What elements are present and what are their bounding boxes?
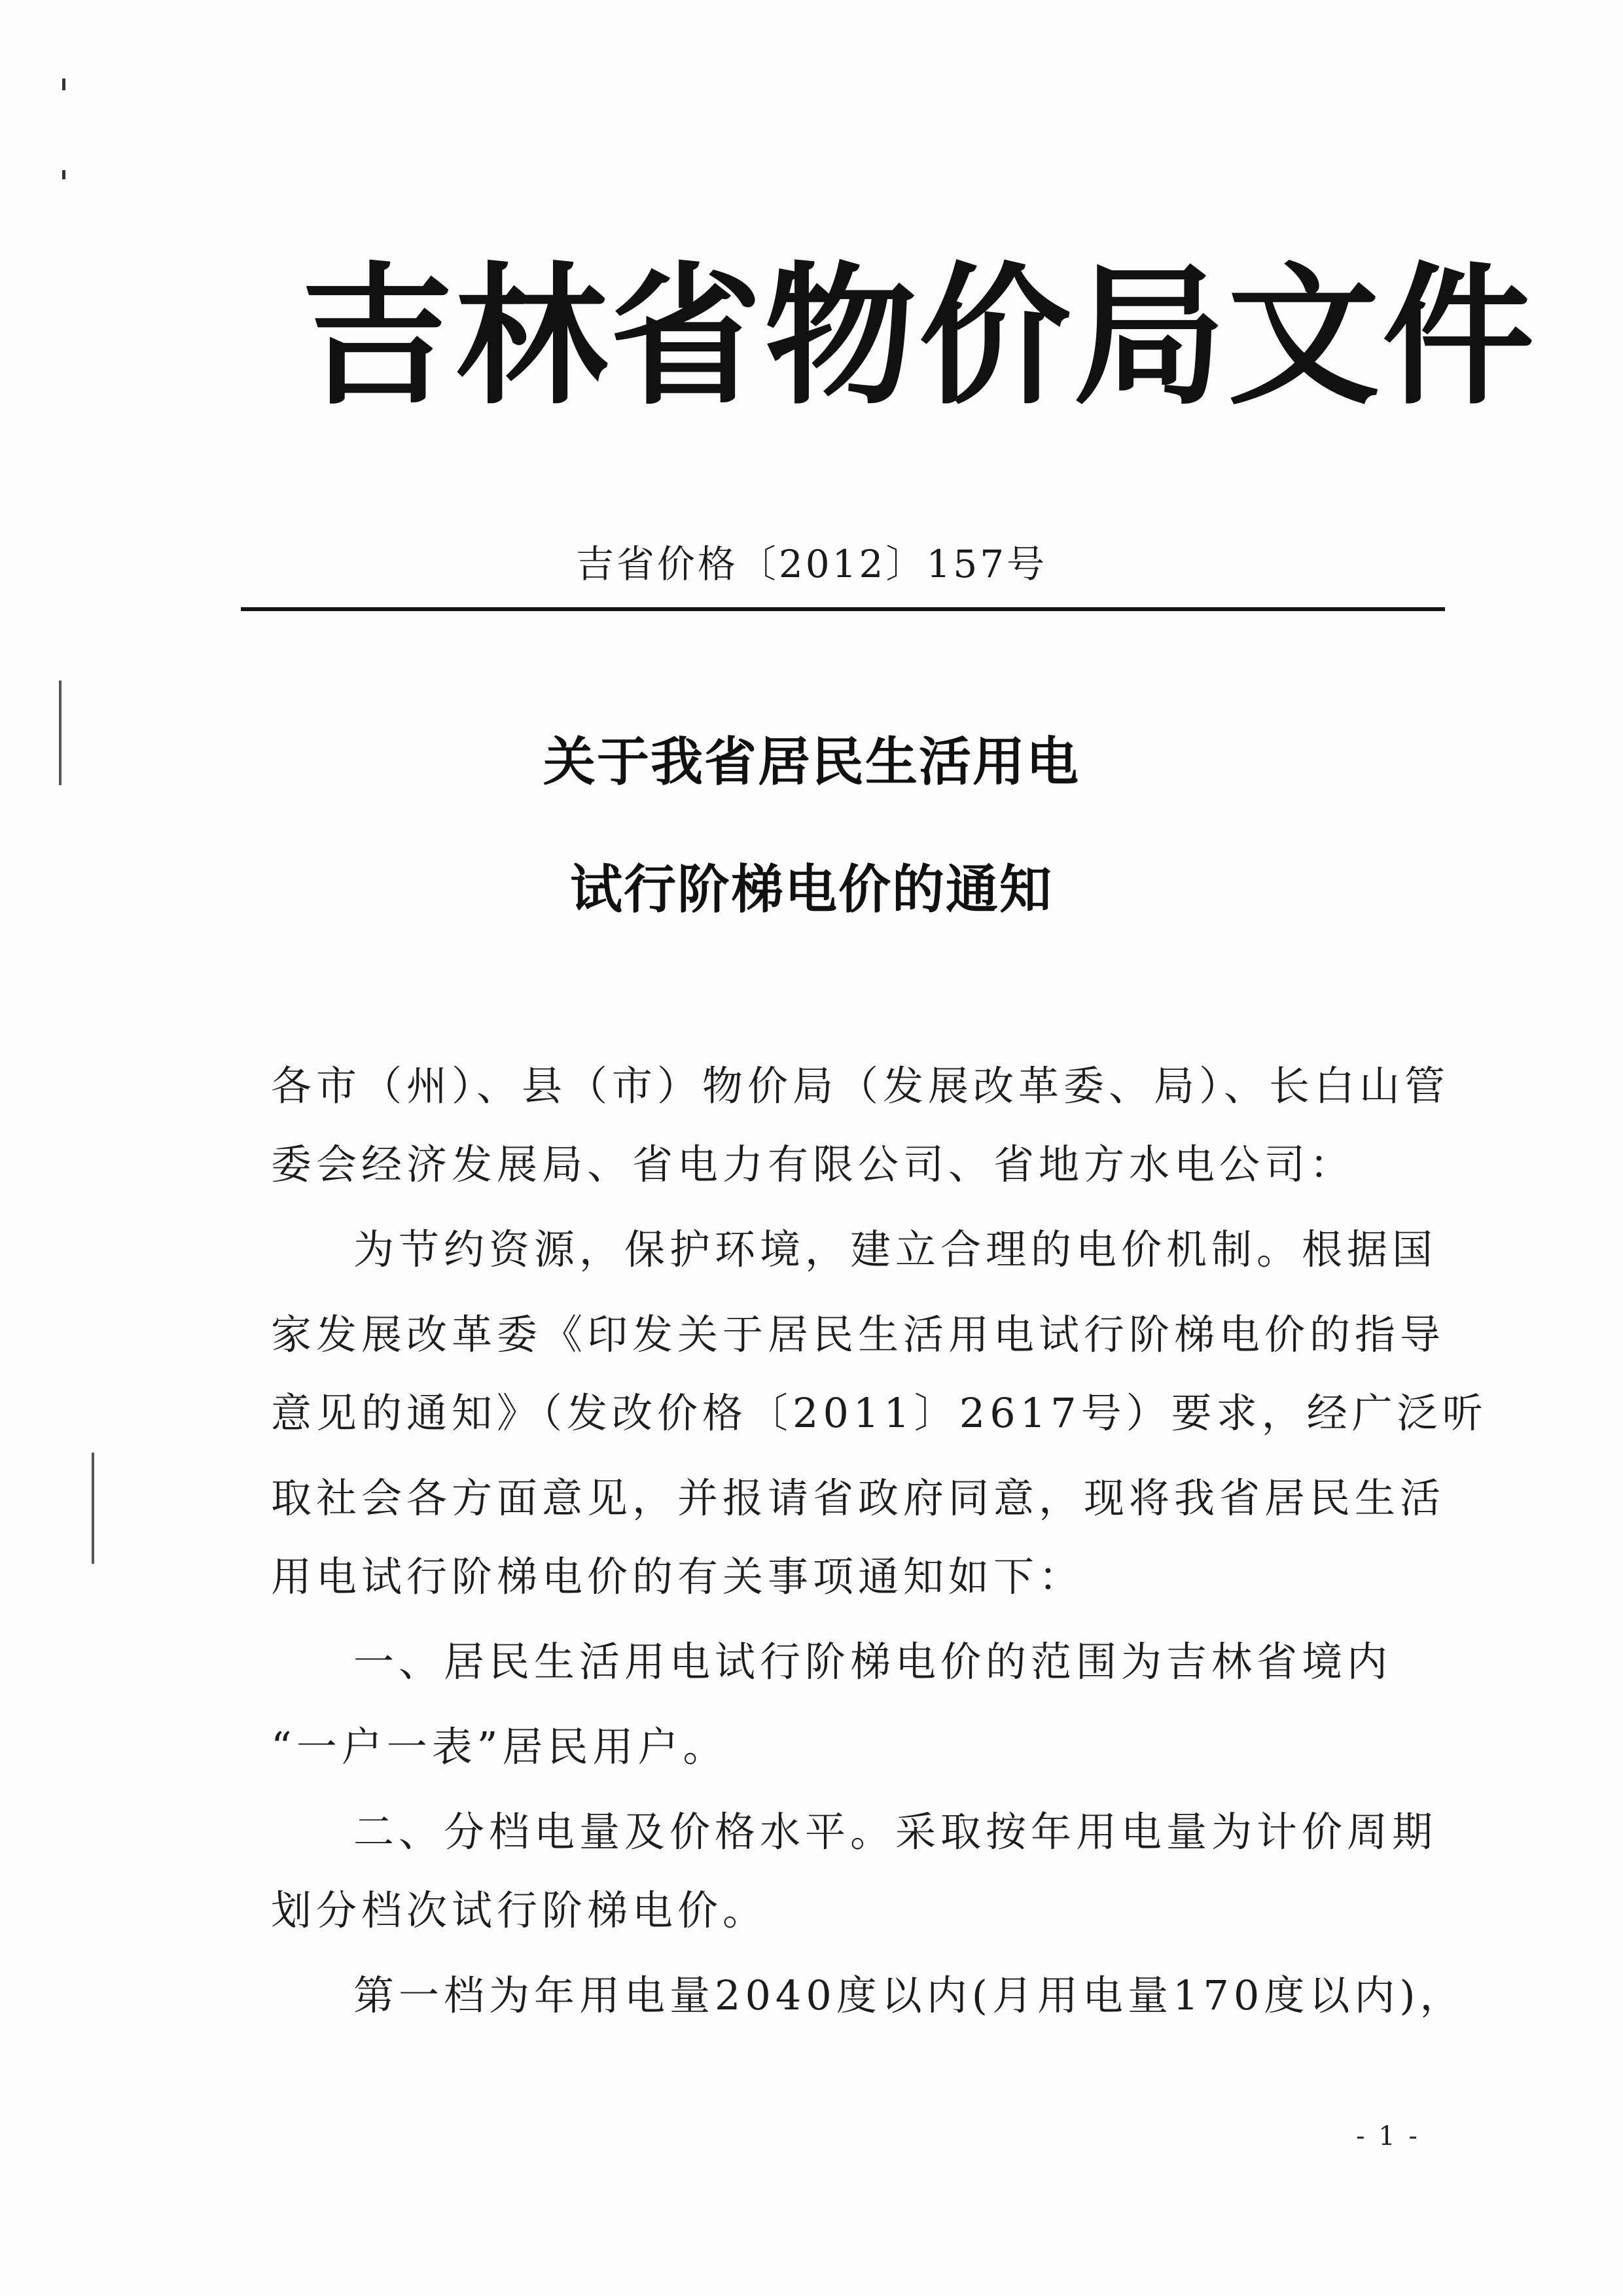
body-line: 一、居民生活用电试行阶梯电价的范围为吉林省境内 [353,1638,1393,1686]
body-line: 家发展改革委《印发关于居民生活用电试行阶梯电价的指导 [271,1311,1446,1358]
body-line: 意见的通知》（发改价格〔2011〕2617号）要求，经广泛听 [271,1389,1488,1437]
body-line: 第一档为年用电量2040度以内(月用电量170度以内)， [353,1971,1465,2019]
body-line: 二、分档电量及价格水平。采取按年用电量为计价周期 [353,1808,1438,1856]
page-number: - 1 - [1356,2121,1420,2151]
masthead-title: 吉林省物价局文件 [301,249,1537,425]
notice-title-line-2: 试行阶梯电价的通知 [570,859,1053,920]
masthead-rule [241,607,1445,611]
binding-mark [92,1453,94,1564]
body-line: 各市（州）、县（市）物价局（发展改革委、局）、长白山管 [271,1062,1450,1110]
binding-mark [59,680,62,785]
body-line: 为节约资源，保护环境，建立合理的电价机制。根据国 [353,1226,1438,1273]
scan-mark [62,170,65,179]
body-line: 取社会各方面意见，并报请省政府同意，现将我省居民生活 [271,1474,1446,1522]
body-line: 委会经济发展局、省电力有限公司、省地方水电公司： [271,1140,1355,1188]
body-line: “一户一表”居民用户。 [271,1723,728,1771]
document-number: 吉省价格〔2012〕157号 [575,542,1048,586]
scan-mark [62,79,65,90]
body-line: 用电试行阶梯电价的有关事项通知如下： [271,1553,1084,1600]
notice-title-line-1: 关于我省居民生活用电 [543,732,1080,792]
body-line: 划分档次试行阶梯电价。 [271,1886,768,1934]
